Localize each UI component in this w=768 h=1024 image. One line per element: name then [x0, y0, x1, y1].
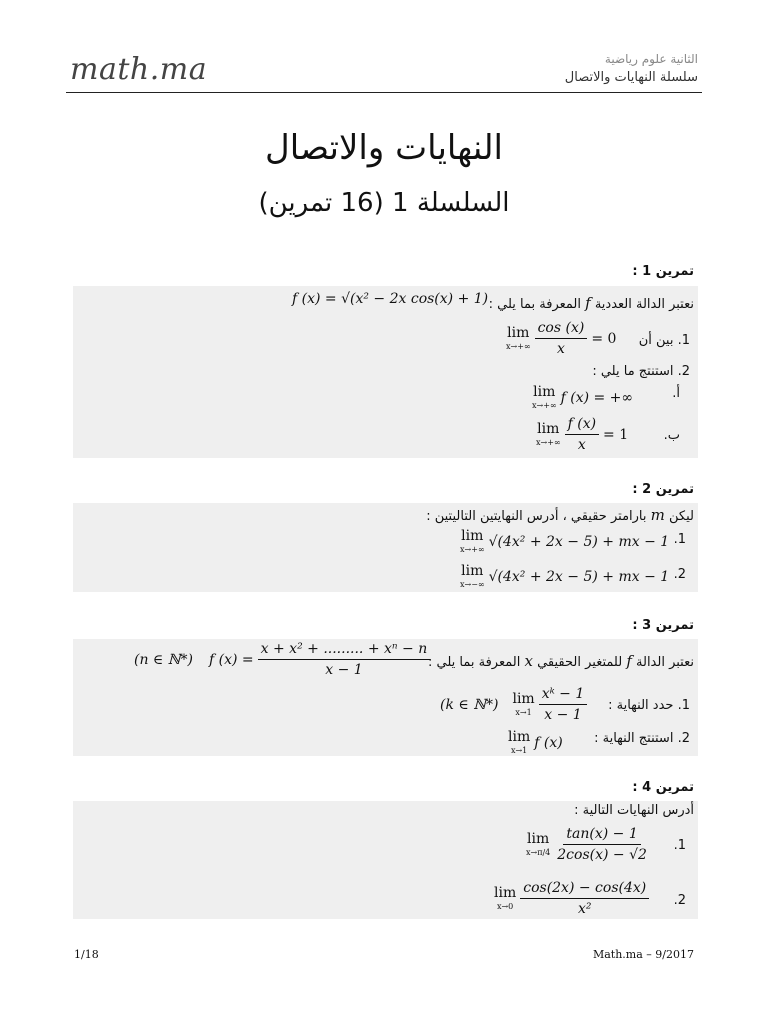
exercise-1-q1: 1. بين أن [638, 333, 690, 348]
header-info [565, 52, 698, 85]
page-number: 1/18 [74, 948, 99, 961]
header-divider [66, 92, 702, 93]
exercise-3-q2: 2. استنتج النهاية : [594, 731, 690, 746]
exercise-3-q2-limit: lim x→1 f (x) [508, 729, 563, 755]
math-ma-logo: math.ma [70, 52, 208, 87]
exercise-4-intro: أدرس النهايات التالية : [574, 803, 694, 818]
exercise-1-definition: f (x) = √(x² − 2x cos(x) + 1) [292, 291, 489, 307]
exercise-4-q2-limit: lim x→0 $\frac{\cos(2x) - \cos(4x)}{\text{x²}}$ [494, 880, 649, 917]
exercise-2-q1-label: 1. [673, 532, 686, 547]
exercise-4-q2-label: 2. [673, 893, 686, 908]
exercise-2-intro: ليكن m بارامتر حقيقي ، أدرس النهايتين التاليتين : [426, 506, 694, 524]
exercise-1-intro: نعتبر الدالة العددية f المعرفة بما يلي : [488, 294, 694, 312]
footer-source: Math.ma – 9/2017 [592, 948, 694, 961]
exercise-1-qb-label: ب. [663, 428, 680, 443]
exercise-3-definition: (n ∈ ℕ*) f (x) = $\frac{\text{x + x² + ......... + xⁿ − n}}{x - 1}$ [134, 641, 430, 678]
exercise-4-q1-label: 1. [673, 838, 686, 853]
series-label: سلسلة النهايات والاتصال [564, 70, 698, 85]
exercise-1-q2: 2. استنتج ما يلي : [592, 364, 690, 379]
exercise-2-q1-limit: lim x→+∞ √(4x² + 2x − 5) + mx − 1 [460, 528, 670, 554]
exercise-2-q2-label: 2. [673, 567, 686, 582]
exercise-1-qa-limit: lim x→+∞ f (x) = +∞ [532, 384, 634, 410]
level-label: الثانية علوم رياضية [604, 52, 698, 66]
exercise-4-title: تمرين 4 : [632, 780, 694, 795]
page-title: النهايات والاتصال [265, 128, 503, 168]
exercise-2-q2-limit: lim x→−∞ √(4x² + 2x − 5) + mx − 1 [460, 563, 670, 589]
exercise-1-qa-label: أ. [672, 386, 680, 401]
exercise-3-intro: نعتبر الدالة f للمتغير الحقيقي x المعرفة بما يلي : [427, 652, 694, 670]
exercise-2-title: تمرين 2 : [632, 482, 694, 497]
exercise-1-q1-limit: lim x→+∞ $\frac{\cos (x)}{x}$ = 0 [506, 320, 617, 357]
exercise-1-qb-limit: lim x→+∞ $\frac{f (x)}{x}$ = 1 [536, 416, 629, 453]
exercise-3-q1: 1. حدد النهاية : [608, 698, 690, 713]
exercise-1-title: تمرين 1 : [632, 264, 694, 279]
page-subtitle: السلسلة 1 (16 تمرين) [258, 188, 510, 218]
exercise-4-q1-limit: lim x→π/4 $\frac{\tan(x) - 1}{2\cos(x) - √2}$ [526, 826, 647, 863]
exercise-3-title: تمرين 3 : [632, 618, 694, 633]
exercise-3-q1-limit: (k ∈ ℕ*) lim x→1 $\frac{\text{xᵏ − 1}}{x - 1}$ [440, 686, 587, 723]
